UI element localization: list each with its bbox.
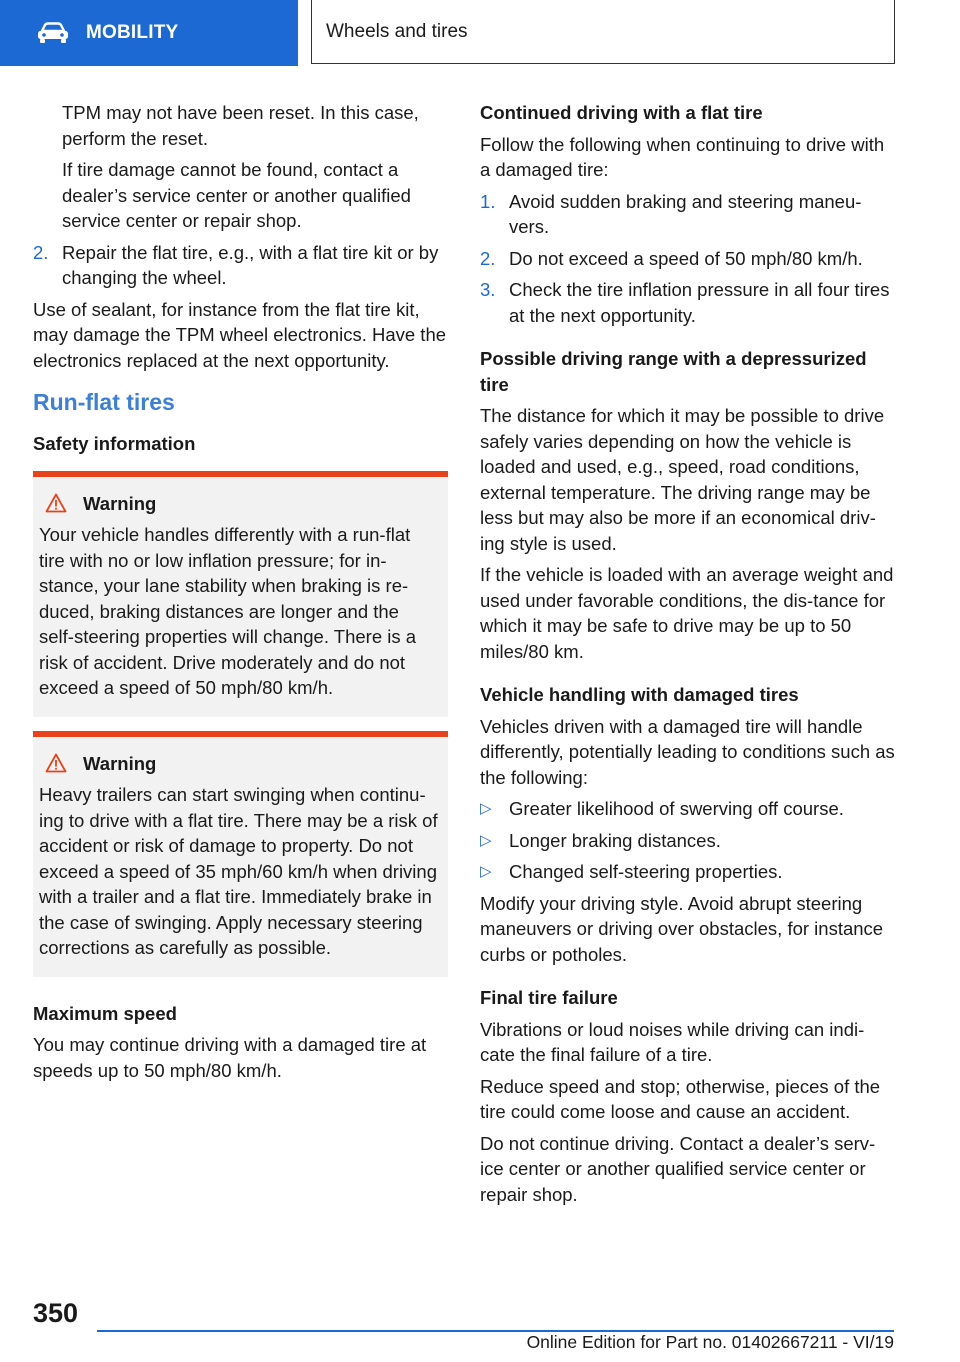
list-text: Repair the flat tire, e.g., with a flat tire kit or by changing the wheel. <box>62 241 439 288</box>
list-text: Changed self-steering properties. <box>509 861 783 882</box>
list-item <box>480 796 896 822</box>
warning-title: Warning <box>83 752 157 774</box>
bullet-triangle-icon: ▷ <box>480 863 492 880</box>
list-number: 1. <box>480 190 496 212</box>
edition-text: Online Edition for Part no. 01402667211 - VI/19 <box>526 1332 894 1352</box>
list-number: 2. <box>480 247 496 269</box>
paragraph: Vehicles driven with a damaged tire will handle differently, potentially leading to conditions such as the following: <box>480 715 895 788</box>
paragraph: Use of sealant, for instance from the flat tire kit, may damage the TPM wheel electronics. Have the electronics replaced at the next opportunity. <box>33 298 447 371</box>
list-item <box>480 246 896 272</box>
bullet-triangle-icon: ▷ <box>480 831 492 849</box>
bullet-triangle-icon: ▷ <box>480 800 492 817</box>
warning-text: Your vehicle handles differently with a run-flat tire with no or low inflation pressure; for in-stance, your lane stability when braking is re-duced, braking distances are longer and the self-steering properties will change. There is a risk of accident. Drive moderately and do not exceed a speed of 50 mph/80 km/h. <box>39 524 417 698</box>
list-item <box>480 828 896 854</box>
paragraph: TPM may not have been reset. In this case, perform the reset. <box>62 102 419 149</box>
list-text: Do not exceed a speed of 50 mph/80 km/h. <box>509 247 863 269</box>
subheading: Possible driving range with a depressurized tire <box>480 348 867 395</box>
page-header <box>0 0 960 66</box>
warning-box <box>33 471 448 717</box>
warning-title: Warning <box>83 492 157 514</box>
paragraph: The distance for which it may be possible to drive safely varies depending on how the vehicle is loaded and used, e.g., speed, road conditions, external temperature. The driving range may be less but may also be more if an economical driv-ing style is used. <box>480 405 885 554</box>
list-number: 2. <box>33 241 49 263</box>
warning-header <box>39 491 438 517</box>
list-number: 3. <box>480 279 496 300</box>
car-icon <box>36 22 70 44</box>
section-label: MOBILITY <box>86 22 179 43</box>
paragraph: If tire damage cannot be found, contact a dealer’s service center or another qualified service center or repair shop. <box>62 159 411 231</box>
paragraph: Do not continue driving. Contact a dealer’s serv-ice center or another qualified service center or repair shop. <box>480 1132 876 1205</box>
list-text: Check the tire inflation pressure in all four tires at the next opportunity. <box>509 279 890 326</box>
warning-text: Heavy trailers can start swinging when continu-ing to drive with a flat tire. There may be a risk of accident or risk of damage to property. Do not exceed a speed of 35 mph/60 km/h when driving with a trailer and a flat tire. Immediately brake in the case of swinging. Apply necessary steering corrections as carefully as possible. <box>39 784 438 958</box>
paragraph: Vibrations or loud noises while driving can indi-cate the final failure of a tire. <box>480 1018 865 1065</box>
warning-triangle-icon <box>45 753 67 773</box>
chapter-title: Wheels and tires <box>311 0 895 64</box>
paragraph: Modify your driving style. Avoid abrupt steering maneuvers or driving over obstacles, for instance curbs or potholes. <box>480 892 884 965</box>
subheading: Safety information <box>33 433 196 454</box>
subheading: Continued driving with a flat tire <box>480 102 763 123</box>
paragraph: Reduce speed and stop; otherwise, pieces of the tire could come loose and cause an accident. <box>480 1075 881 1122</box>
warning-triangle-icon <box>45 493 67 513</box>
paragraph: Follow the following when continuing to drive with a damaged tire: <box>480 133 885 180</box>
paragraph: If the vehicle is loaded with an average weight and used under favorable conditions, the dis-tance for which it may be safe to drive may be up to 50 miles/80 km. <box>480 564 894 662</box>
warning-header <box>39 751 438 777</box>
paragraph: You may continue driving with a damaged tire at speeds up to 50 mph/80 km/h. <box>33 1034 427 1081</box>
right-column <box>480 100 896 1213</box>
list-item <box>480 859 896 885</box>
page-number: 350 <box>33 1298 79 1328</box>
list-text: Greater likelihood of swerving off course. <box>509 798 844 819</box>
subheading: Final tire failure <box>480 987 618 1008</box>
warning-box <box>33 731 448 977</box>
left-column <box>33 100 448 1089</box>
list-text: Avoid sudden braking and steering maneu-vers. <box>509 190 862 237</box>
list-text: Longer braking distances. <box>509 829 721 851</box>
section-heading: Run-flat tires <box>33 389 175 415</box>
list-item <box>480 277 896 328</box>
list-item <box>33 240 448 291</box>
list-item <box>480 189 896 240</box>
subheading: Maximum speed <box>33 1002 177 1024</box>
subheading: Vehicle handling with damaged tires <box>480 684 799 705</box>
section-tab <box>0 0 298 66</box>
